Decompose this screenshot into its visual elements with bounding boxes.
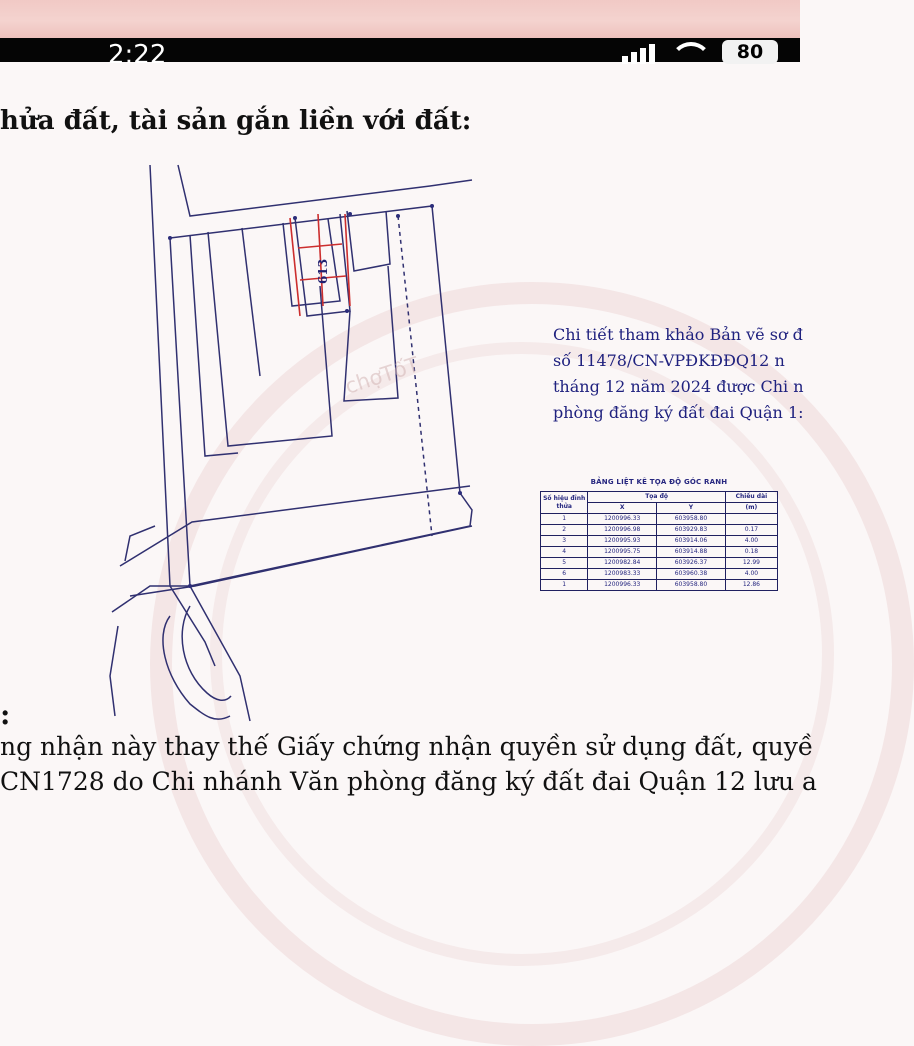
land-certificate-page (0, 62, 817, 796)
header-coordinates: Tọa độ (588, 492, 725, 503)
table-row: 2 1200996.98 603929.83 0.17 (541, 525, 778, 536)
table-row: 4 1200995.75 603914.88 0.18 (541, 547, 778, 558)
table-row: 1 1200996.33 603958.80 12.86 (541, 580, 778, 591)
plot-number: 613 (316, 258, 330, 284)
reference-line-4: phòng đăng ký đất đai Quận 1: (553, 403, 804, 422)
reference-note (553, 322, 813, 426)
table-title: BẢNG LIỆT KÊ TỌA ĐỘ GÓC RANH (590, 478, 728, 486)
section-heading: hửa đất, tài sản gắn liền với đất: (0, 106, 472, 136)
header-unit: (m) (725, 503, 777, 514)
status-bar (0, 38, 800, 70)
land-plot-plan (0, 156, 520, 726)
bottom-text-line-2: CN1728 do Chi nhánh Văn phòng đăng ký đất đai Quận 12 lưu a (0, 767, 817, 796)
battery-icon: 80 (722, 40, 778, 64)
reference-line-2: số 11478/CN-VPĐKĐĐQ12 n (553, 351, 785, 370)
status-time: 2:22 (108, 40, 167, 70)
boundary-coordinate-table (540, 478, 778, 591)
bottom-colon: : (0, 698, 11, 731)
reference-line-3: tháng 12 năm 2024 được Chi n (553, 377, 804, 396)
coordinate-table (540, 491, 778, 591)
reference-line-1: Chi tiết tham khảo Bản vẽ sơ đ (553, 325, 803, 344)
table-row: 3 1200995.93 603914.06 4.00 (541, 536, 778, 547)
header-length: Chiều dài (725, 492, 777, 503)
watermark-logo: chợTốT (342, 352, 423, 399)
table-row: 1 1200996.33 603958.80 (541, 514, 778, 525)
bottom-text-line-1: ng nhận này thay thế Giấy chứng nhận quyền sử dụng đất, quyề (0, 732, 814, 761)
signal-icon (622, 44, 656, 64)
header-x: X (588, 503, 657, 514)
table-row: 5 1200982.84 603926.37 12.99 (541, 558, 778, 569)
header-point-number: Số hiệu đỉnh thửa (541, 492, 588, 514)
table-row: 6 1200983.33 603960.38 4.00 (541, 569, 778, 580)
top-page-edge (0, 0, 800, 38)
header-y: Y (657, 503, 726, 514)
